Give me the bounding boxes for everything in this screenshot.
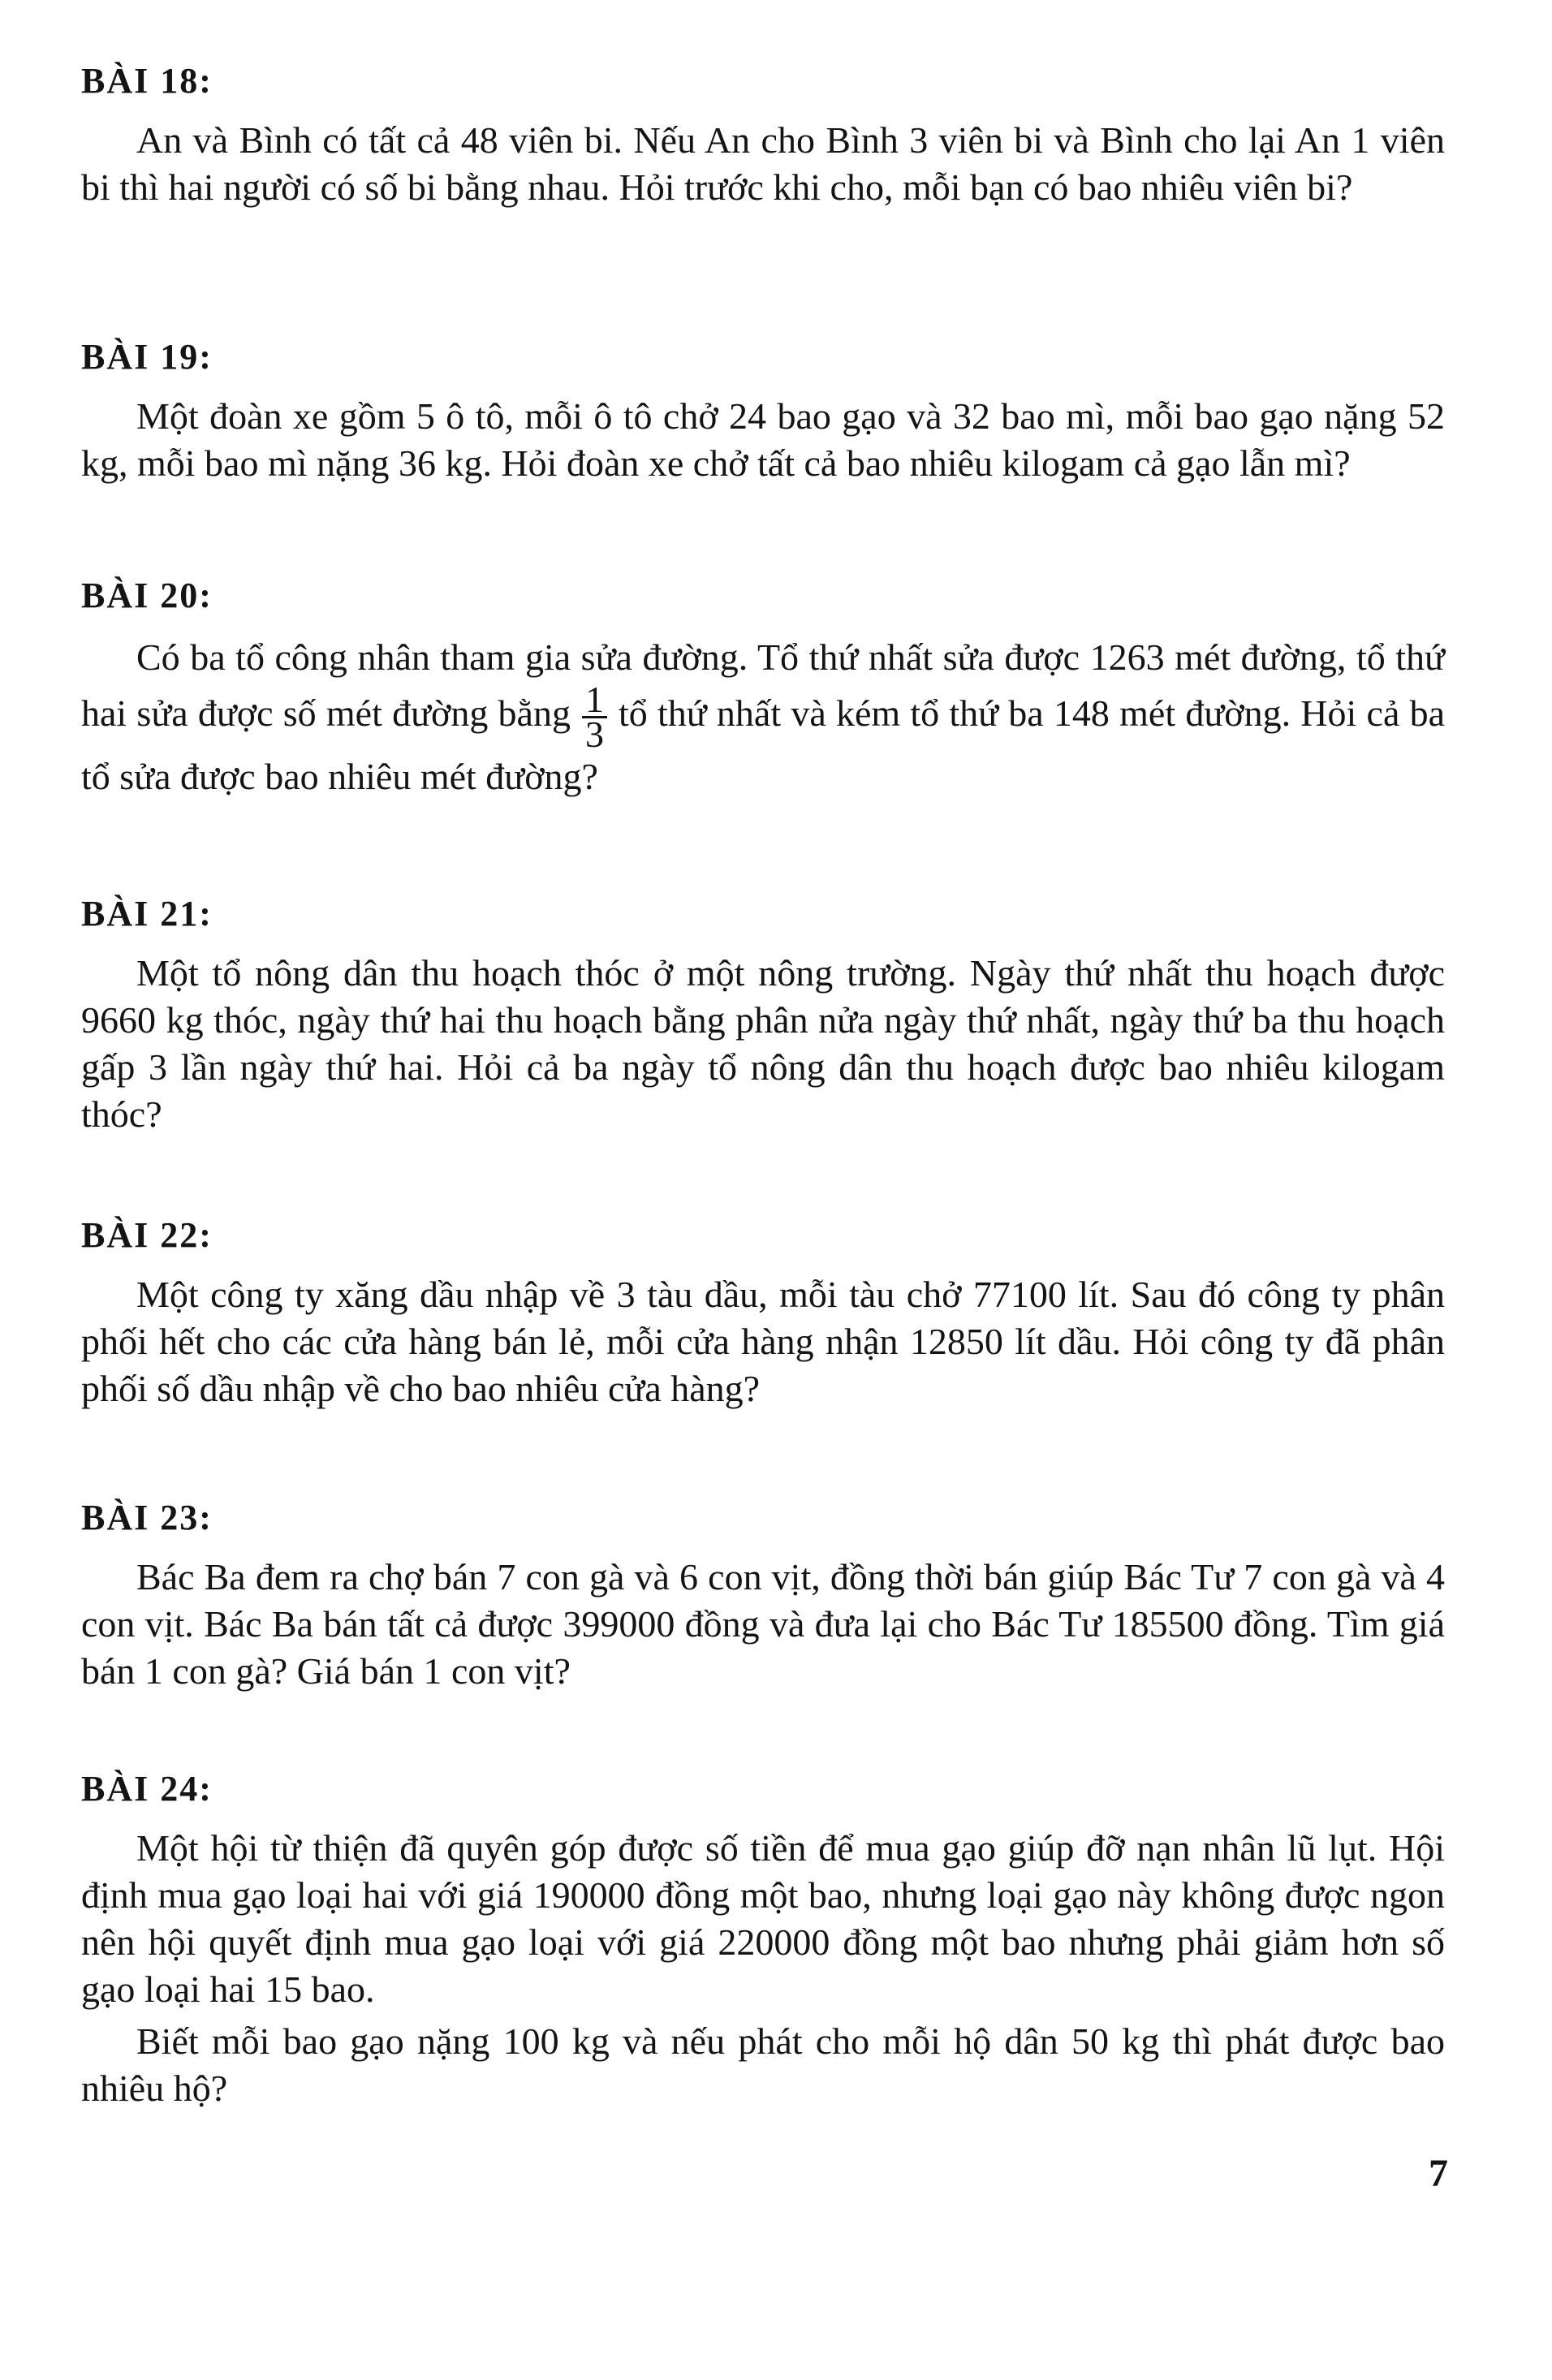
problem-text-part: tổ thứ nhất và kém tổ thứ ba 148 mét đường. Hỏi cả ba tổ sửa được bao nhiêu mét đường? xyxy=(81,692,1445,797)
problem-text: Một tổ nông dân thu hoạch thóc ở một nông trường. Ngày thứ nhất thu hoạch được 9660 kg thóc, ngày thứ hai thu hoạch bằng phân nửa ngày thứ nhất, ngày thứ ba thu hoạch gấp 3 lần ngày thứ hai. Hỏi cả ba ngày tổ nông dân thu hoạch được bao nhiêu kilogam thóc? xyxy=(81,952,1445,1135)
problem-heading: BÀI 22: xyxy=(81,1215,213,1255)
problem-heading: BÀI 21: xyxy=(81,894,213,933)
problem-heading: BÀI 19: xyxy=(81,337,213,377)
problem-24 xyxy=(81,1766,1445,2112)
problem-text xyxy=(81,632,1445,803)
problem-22 xyxy=(81,1213,1445,1412)
problem-text: Một đoàn xe gồm 5 ô tô, mỗi ô tô chở 24 bao gạo và 32 bao mì, mỗi bao gạo nặng 52 kg, mỗi bao mì nặng 36 kg. Hỏi đoàn xe chở tất cả bao nhiêu kilogam cả gạo lẫn mì? xyxy=(81,395,1445,484)
problem-text: An và Bình có tất cả 48 viên bi. Nếu An cho Bình 3 viên bi và Bình cho lại An 1 viên bi thì hai người có số bi bằng nhau. Hỏi trước khi cho, mỗi bạn có bao nhiêu viên bi? xyxy=(81,119,1445,208)
problem-text-part: Có ba tổ công nhân tham gia sửa đường. Tổ thứ nhất sửa được 1263 mét đường, tổ thứ hai sửa được số mét đường bằng xyxy=(81,636,1445,735)
fraction-denominator: 3 xyxy=(584,714,604,755)
problem-19 xyxy=(81,334,1445,487)
fraction-numerator: 1 xyxy=(582,683,607,718)
problem-text: Một hội từ thiện đã quyên góp được số tiền để mua gạo giúp đỡ nạn nhân lũ lụt. Hội định mua gạo loại hai với giá 190000 đồng một bao, nhưng loại gạo này không được ngon nên hội quyết định mua gạo loại với giá 220000 đồng một bao nhưng phải giảm hơn số gạo loại hai 15 bao. xyxy=(81,1827,1445,2010)
problem-23 xyxy=(81,1495,1445,1695)
problem-21 xyxy=(81,891,1445,1138)
problem-heading: BÀI 18: xyxy=(81,61,213,101)
problem-heading: BÀI 23: xyxy=(81,1498,213,1537)
problem-18 xyxy=(81,58,1445,211)
problem-heading: BÀI 24: xyxy=(81,1769,213,1809)
problem-text: Biết mỗi bao gạo nặng 100 kg và nếu phát cho mỗi hộ dân 50 kg thì phát được bao nhiêu hộ? xyxy=(81,2020,1445,2109)
page-number: 7 xyxy=(1429,2152,1448,2195)
problem-heading: BÀI 20: xyxy=(81,576,213,615)
problem-text: Một công ty xăng dầu nhập về 3 tàu dầu, mỗi tàu chở 77100 lít. Sau đó công ty phân phối hết cho các cửa hàng bán lẻ, mỗi cửa hàng nhận 12850 lít dầu. Hỏi công ty đã phân phối số dầu nhập về cho bao nhiêu cửa hàng? xyxy=(81,1274,1445,1409)
problem-20 xyxy=(81,573,1445,803)
problem-text: Bác Ba đem ra chợ bán 7 con gà và 6 con vịt, đồng thời bán giúp Bác Tư 7 con gà và 4 con vịt. Bác Ba bán tất cả được 399000 đồng và đưa lại cho Bác Tư 185500 đồng. Tìm giá bán 1 con gà? Giá bán 1 con vịt? xyxy=(81,1556,1445,1692)
fraction xyxy=(582,679,607,755)
